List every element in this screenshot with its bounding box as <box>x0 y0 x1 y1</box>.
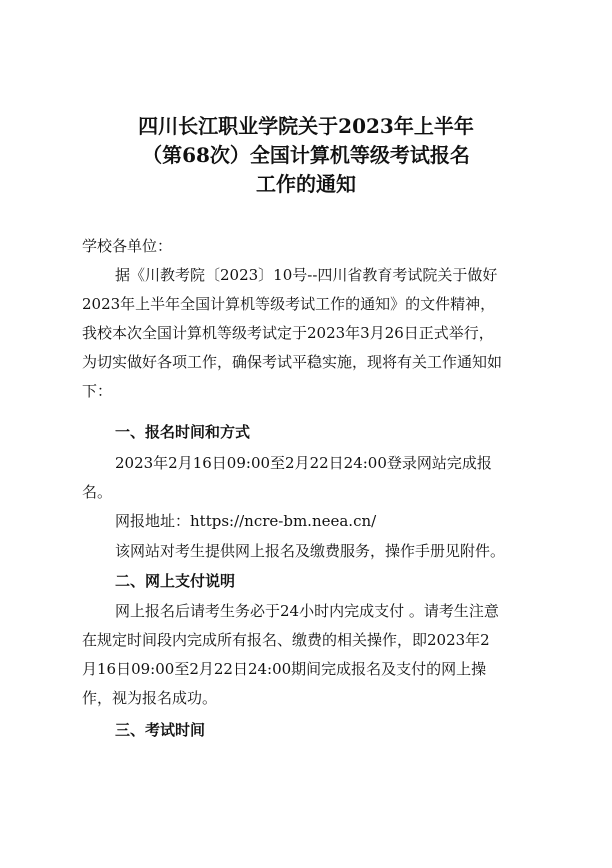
website-service-note: 该网站对考生提供网上报名及缴费服务，操作手册见附件。 <box>115 542 506 560</box>
section-1-heading: 一、报名时间和方式 <box>115 423 251 441</box>
title-line-2: （第68次）全国计算机等级考试报名 <box>142 143 470 167</box>
payment-line-3: 月16日09:00至2月22日24:00期间完成报名及支付的网上操 <box>82 660 487 678</box>
registration-time-line-1: 2023年2月16日09:00至2月22日24:00登录网站完成报 <box>115 454 492 472</box>
section-2-heading: 二、网上支付说明 <box>115 572 236 590</box>
title-line-1: 四川长江职业学院关于2023年上半年 <box>138 114 474 138</box>
payment-line-2: 在规定时间段内完成所有报名、缴费的相关操作，即2023年2 <box>82 631 490 649</box>
payment-line-1: 网上报名后请考生务必于24小时内完成支付 。请考生注意 <box>115 602 499 620</box>
section-3-heading: 三、考试时间 <box>115 721 206 739</box>
registration-website-link[interactable]: 网报地址：https://ncre-bm.neea.cn/ <box>115 512 377 530</box>
title-line-3: 工作的通知 <box>256 172 356 196</box>
intro-line-4: 为切实做好各项工作，确保考试平稳实施，现将有关工作通知如 <box>82 353 503 371</box>
intro-line-3: 我校本次全国计算机等级考试定于2023年3月26日正式举行， <box>82 324 494 342</box>
intro-line-5: 下： <box>82 382 113 400</box>
intro-line-2: 2023年上半年全国计算机等级考试工作的通知》的文件精神， <box>82 295 496 313</box>
document-title <box>0 112 612 199</box>
registration-time-line-2: 名。 <box>82 483 113 501</box>
intro-line-1: 据《川教考院〔2023〕10号--四川省教育考试院关于做好 <box>115 266 498 284</box>
payment-line-4: 作，视为报名成功。 <box>82 689 218 707</box>
salutation: 学校各单位： <box>82 237 173 255</box>
